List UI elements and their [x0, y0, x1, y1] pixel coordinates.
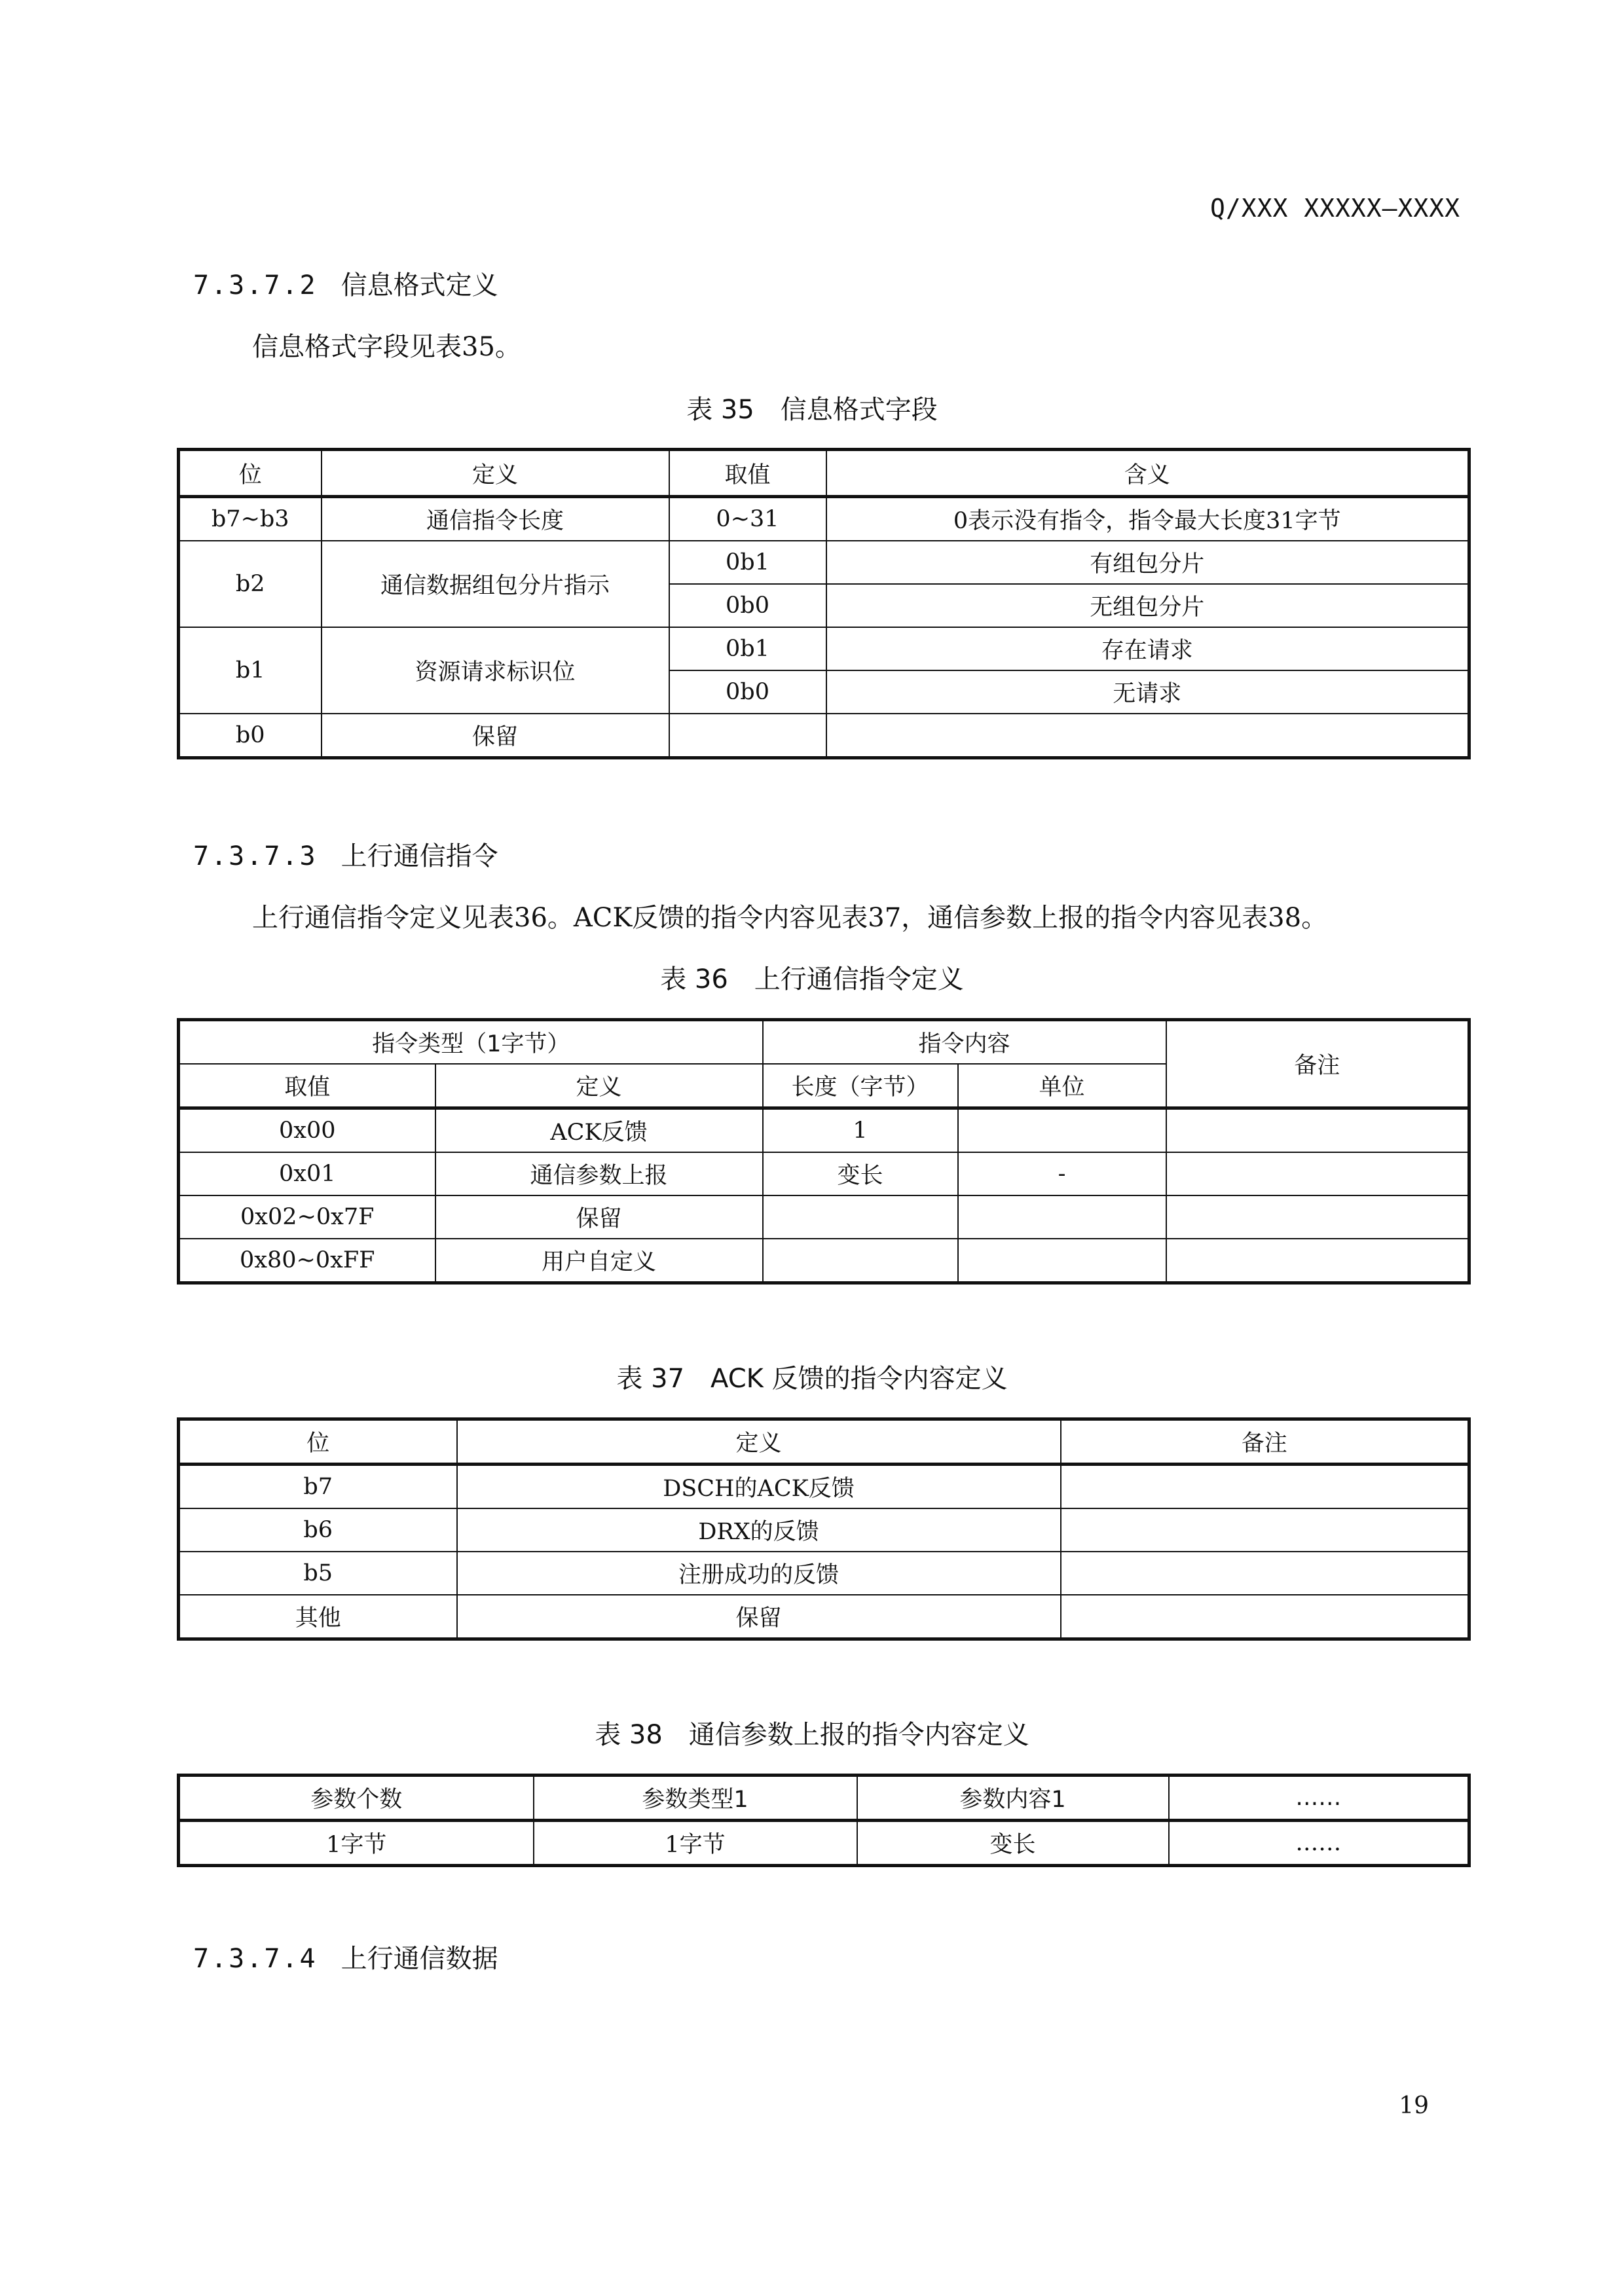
table-row [179, 541, 1469, 584]
table-cell: ACK反馈 [435, 1108, 763, 1153]
table-cell [958, 1239, 1166, 1283]
table-row [179, 1152, 1469, 1195]
table-cell: 通信指令长度 [322, 497, 669, 541]
table37-header-def: 定义 [457, 1419, 1061, 1465]
table-row [179, 1595, 1469, 1639]
table-cell: b7 [179, 1465, 457, 1509]
table37-header-bit: 位 [179, 1419, 457, 1465]
table-cell [1166, 1239, 1469, 1283]
table36-header-command-type: 指令类型（1字节） [179, 1020, 763, 1065]
table-cell: 保留 [322, 714, 669, 758]
section-title: 上行通信数据 [341, 1944, 498, 1974]
table-cell [826, 714, 1469, 758]
table-cell: …… [1169, 1821, 1469, 1866]
standard-code: Q/XXX XXXXX—XXXX [1209, 194, 1460, 223]
table36-header-length: 长度（字节） [763, 1064, 958, 1108]
table-cell: b1 [179, 627, 322, 714]
table-cell [958, 1108, 1166, 1153]
table-cell: 通信数据组包分片指示 [322, 541, 669, 627]
table38-header-param-type: 参数类型1 [534, 1776, 857, 1821]
table-cell: 1字节 [179, 1821, 534, 1866]
table-cell [958, 1195, 1166, 1239]
table36-header-unit: 单位 [958, 1064, 1166, 1108]
table-cell: 0b0 [669, 584, 826, 627]
table-cell: b6 [179, 1508, 457, 1552]
table-cell: 0x00 [179, 1108, 435, 1153]
table-row [179, 1239, 1469, 1283]
table-cell: 变长 [763, 1152, 958, 1195]
section-heading-7-3-7-3 [193, 835, 498, 873]
table36-header-value: 取值 [179, 1064, 435, 1108]
table-cell [669, 714, 826, 758]
table-cell [1061, 1465, 1469, 1509]
table35-header-bit: 位 [179, 450, 322, 497]
table-cell: 有组包分片 [826, 541, 1469, 584]
table36-header-def: 定义 [435, 1064, 763, 1108]
section-number: 7.3.7.4 [193, 1944, 318, 1974]
table-cell: 0x80~0xFF [179, 1239, 435, 1283]
table-cell: 资源请求标识位 [322, 627, 669, 714]
table35-caption: 表 35 信息格式字段 [686, 395, 938, 425]
table-cell: 0b0 [669, 670, 826, 714]
table-cell: 0表示没有指令，指令最大长度31字节 [826, 497, 1469, 541]
table-cell [763, 1195, 958, 1239]
table-row [179, 1821, 1469, 1866]
table-cell: DSCH的ACK反馈 [457, 1465, 1061, 1509]
section-heading-7-3-7-4 [193, 1938, 498, 1975]
table-cell [1061, 1508, 1469, 1552]
table36 [177, 1018, 1471, 1285]
table-row [179, 627, 1469, 670]
table38 [177, 1774, 1471, 1867]
table-cell: 用户自定义 [435, 1239, 763, 1283]
table-cell [1166, 1108, 1469, 1153]
table-cell [1166, 1152, 1469, 1195]
table-cell: 存在请求 [826, 627, 1469, 670]
table-row [179, 1108, 1469, 1153]
table38-header-ellipsis: …… [1169, 1776, 1469, 1821]
section-title: 信息格式定义 [341, 270, 498, 301]
table36-header-command-content: 指令内容 [763, 1020, 1166, 1065]
table-cell: DRX的反馈 [457, 1508, 1061, 1552]
table37-header-remark: 备注 [1061, 1419, 1469, 1465]
table-cell: 0x02~0x7F [179, 1195, 435, 1239]
table-cell: b2 [179, 541, 322, 627]
paragraph-table36-ref: 上行通信指令定义见表36。ACK反馈的指令内容见表37，通信参数上报的指令内容见表38。 [252, 903, 1328, 933]
table35-header-meaning: 含义 [826, 450, 1469, 497]
table-cell [1061, 1595, 1469, 1639]
table-cell: 1 [763, 1108, 958, 1153]
table-cell: b7~b3 [179, 497, 322, 541]
table37 [177, 1417, 1471, 1641]
table-cell: 变长 [857, 1821, 1169, 1866]
table-cell: 保留 [457, 1595, 1061, 1639]
section-heading-7-3-7-2 [193, 264, 498, 302]
table-cell: 注册成功的反馈 [457, 1552, 1061, 1595]
table-cell [1166, 1195, 1469, 1239]
table-cell: b5 [179, 1552, 457, 1595]
paragraph-table35-ref: 信息格式字段见表35。 [252, 332, 521, 362]
table36-caption: 表 36 上行通信指令定义 [660, 964, 964, 994]
table-cell: 0x01 [179, 1152, 435, 1195]
table38-caption: 表 38 通信参数上报的指令内容定义 [595, 1720, 1029, 1750]
table35 [177, 448, 1471, 759]
table-cell: b0 [179, 714, 322, 758]
table-cell: 通信参数上报 [435, 1152, 763, 1195]
table-row [179, 714, 1469, 758]
table-cell: 0b1 [669, 627, 826, 670]
table-row [179, 1552, 1469, 1595]
table-cell: 其他 [179, 1595, 457, 1639]
page-number: 19 [1399, 2092, 1429, 2119]
table-cell: - [958, 1152, 1166, 1195]
section-number: 7.3.7.2 [193, 270, 318, 301]
table-cell: 无组包分片 [826, 584, 1469, 627]
table38-header-param-count: 参数个数 [179, 1776, 534, 1821]
table35-header-def: 定义 [322, 450, 669, 497]
table-cell: 无请求 [826, 670, 1469, 714]
table36-header-remark: 备注 [1166, 1020, 1469, 1108]
table-cell: 0~31 [669, 497, 826, 541]
section-title: 上行通信指令 [341, 841, 498, 871]
table-cell [1061, 1552, 1469, 1595]
table35-header-value: 取值 [669, 450, 826, 497]
table-cell: 0b1 [669, 541, 826, 584]
table-row [179, 1508, 1469, 1552]
table-row [179, 1195, 1469, 1239]
table-cell [763, 1239, 958, 1283]
table37-caption: 表 37 ACK 反馈的指令内容定义 [616, 1364, 1008, 1394]
table-cell: 保留 [435, 1195, 763, 1239]
table38-header-param-content: 参数内容1 [857, 1776, 1169, 1821]
table-cell: 1字节 [534, 1821, 857, 1866]
table-row [179, 497, 1469, 541]
section-number: 7.3.7.3 [193, 841, 318, 871]
table-row [179, 1465, 1469, 1509]
